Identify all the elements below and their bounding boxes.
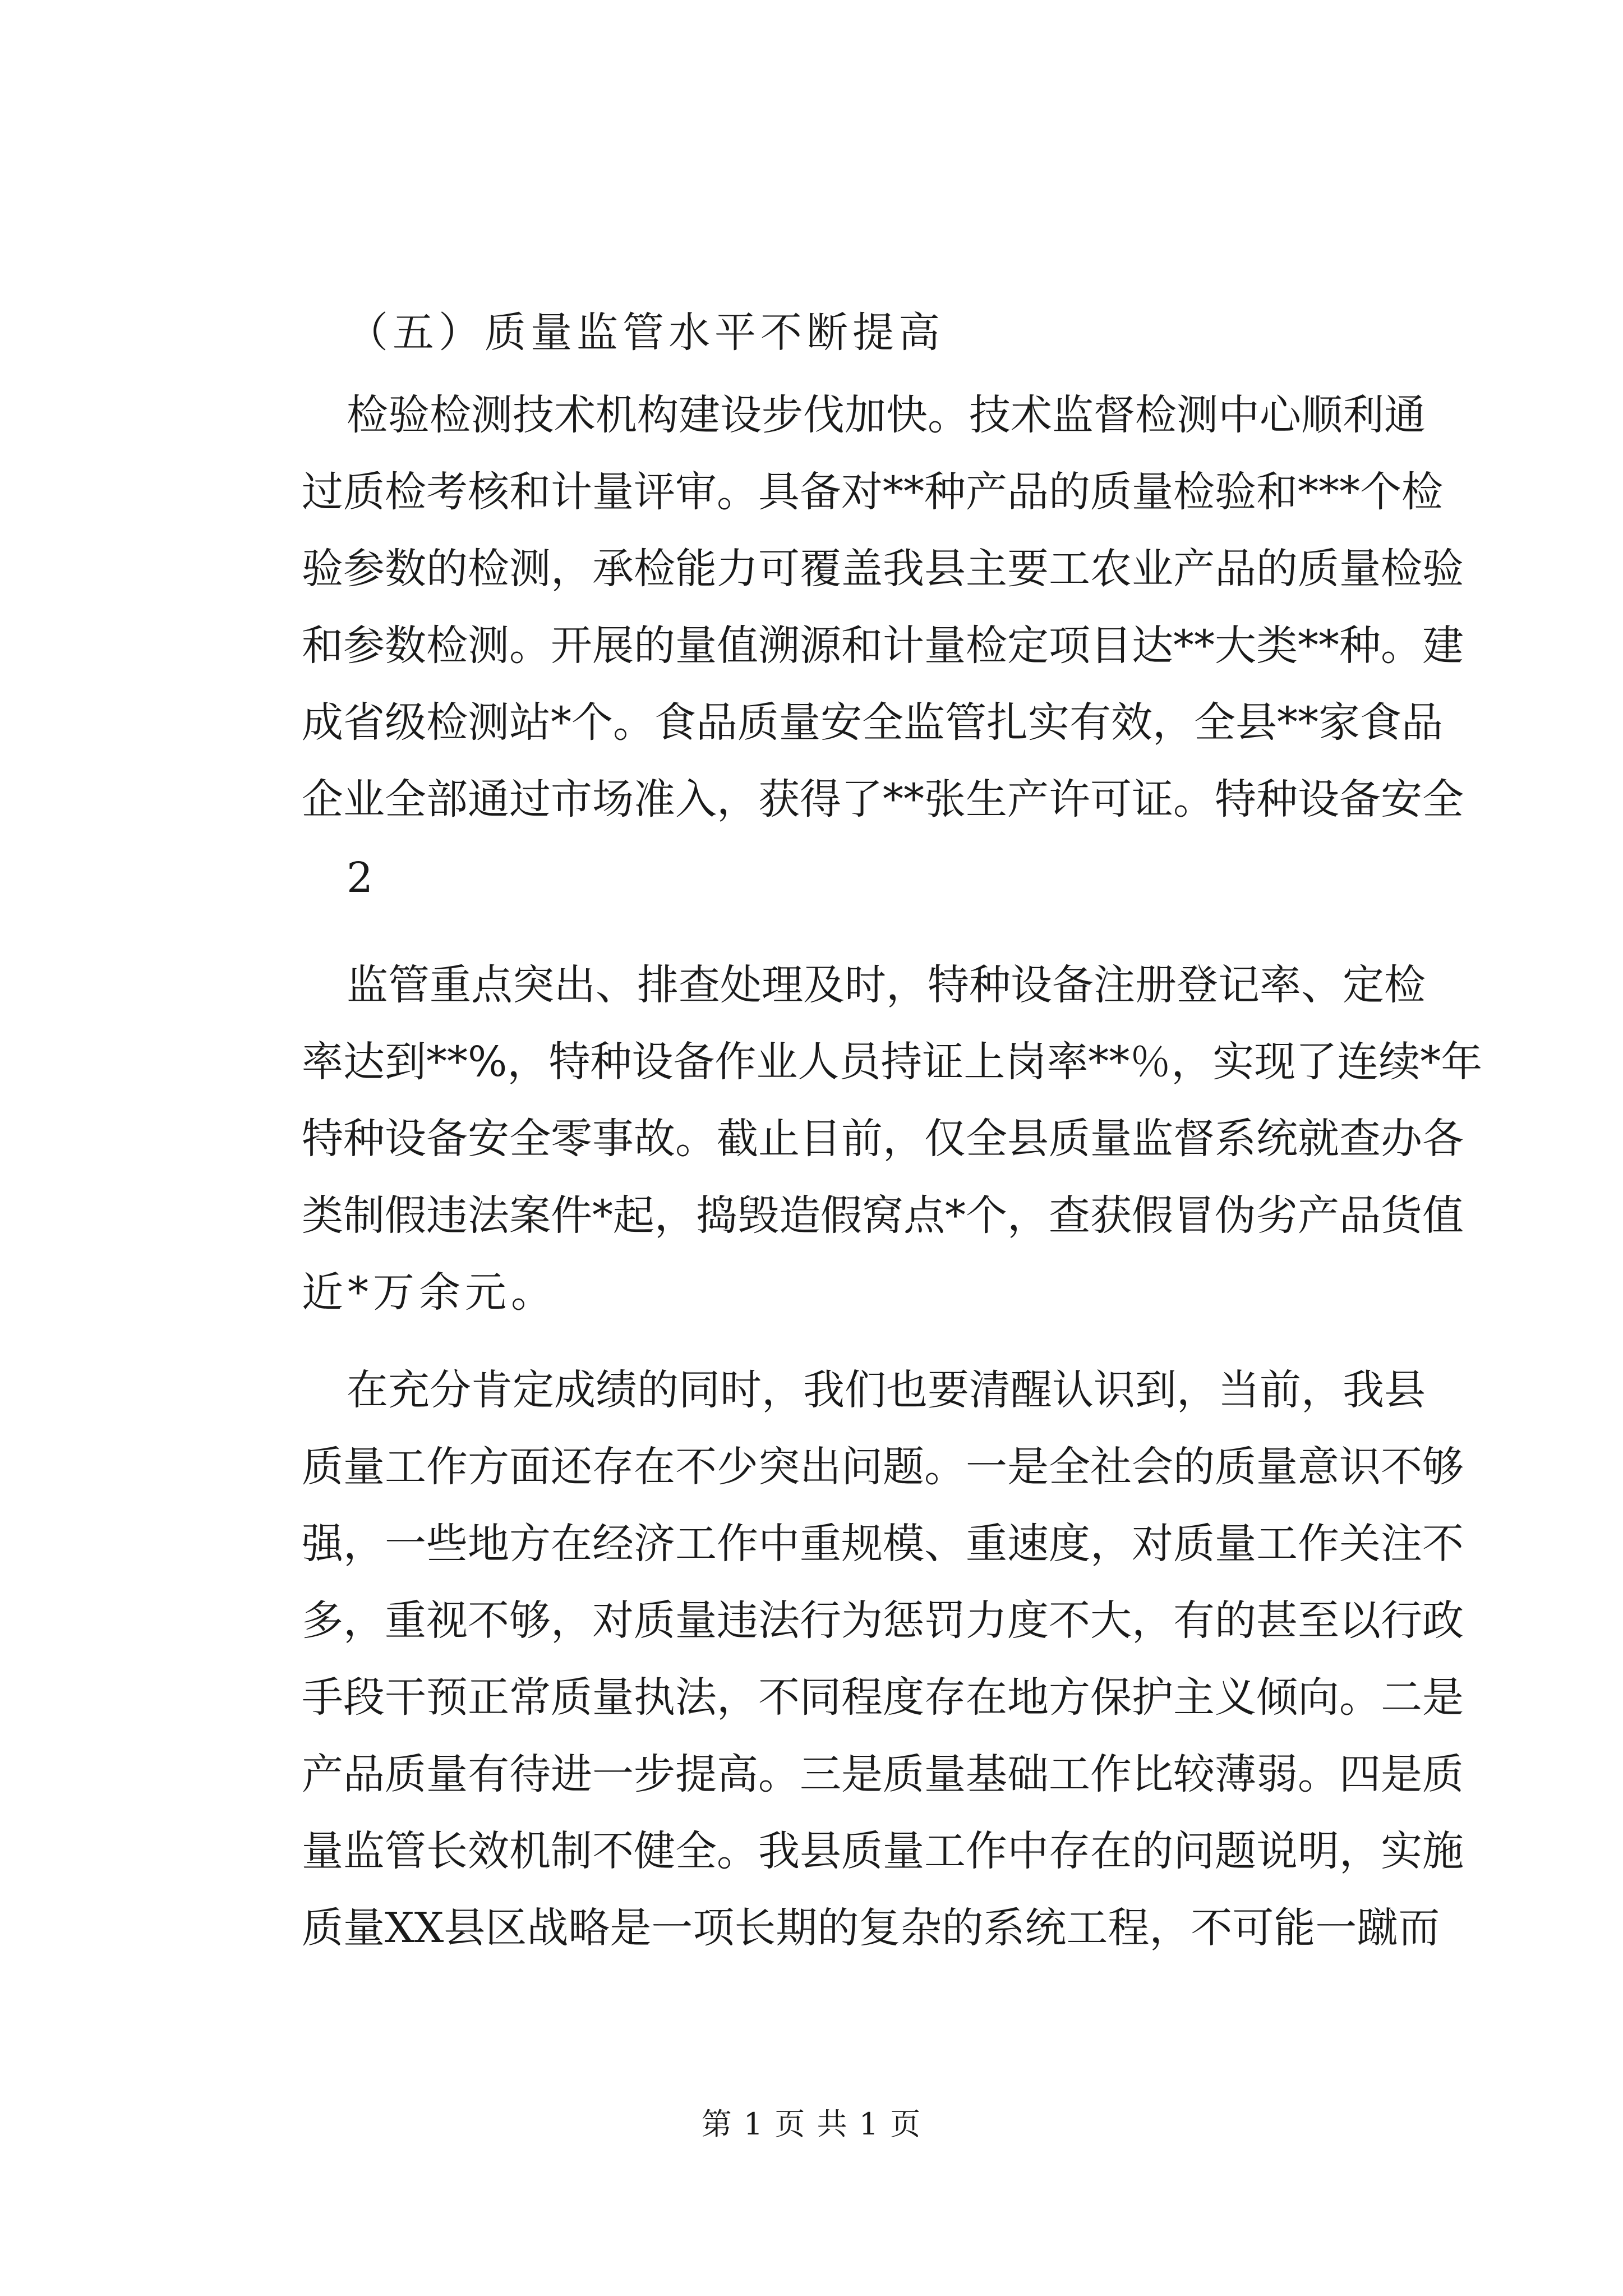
paragraph-line: 过质检考核和计量评审。具备对**种产品的质量检验和***个检 bbox=[302, 468, 1443, 516]
paragraph-line: 质量工作方面还存在不少突出问题。一是全社会的质量意识不够 bbox=[302, 1443, 1464, 1491]
paragraph-line: 率达到**%，特种设备作业人员持证上岗率**％，实现了连续*年 bbox=[302, 1038, 1483, 1086]
paragraph-line: 成省级检测站*个。食品质量安全监管扎实有效，全县**家食品 bbox=[302, 698, 1443, 747]
paragraph-line: 多，重视不够，对质量违法行为惩罚力度不大，有的甚至以行政 bbox=[302, 1596, 1464, 1645]
section-heading: （五）质量监管水平不断提高 bbox=[347, 309, 944, 357]
paragraph-line: 近*万余元。 bbox=[302, 1268, 557, 1317]
paragraph-line: 特种设备安全零事故。截止目前，仅全县质量监督系统就查办各 bbox=[302, 1115, 1464, 1163]
paragraph-line: 手段干预正常质量执法，不同程度存在地方保护主义倾向。二是 bbox=[302, 1673, 1464, 1722]
paragraph-line: 监管重点突出、排查处理及时，特种设备注册登记率、定检 bbox=[347, 961, 1426, 1009]
paragraph-line: 企业全部通过市场准入，获得了**张生产许可证。特种设备安全 bbox=[302, 775, 1464, 823]
paragraph-line: 验参数的检测，承检能力可覆盖我县主要工农业产品的质量检验 bbox=[302, 545, 1464, 593]
paragraph-line: 量监管长效机制不健全。我县质量工作中存在的问题说明，实施 bbox=[302, 1827, 1464, 1875]
paragraph-line: 产品质量有待进一步提高。三是质量基础工作比较薄弱。四是质 bbox=[302, 1750, 1464, 1798]
paragraph-line: 和参数检测。开展的量值溯源和计量检定项目达**大类**种。建 bbox=[302, 622, 1464, 670]
paragraph-line: 质量XX县区战略是一项长期的复杂的系统工程，不可能一蹴而 bbox=[302, 1904, 1440, 1952]
inline-page-number: 2 bbox=[347, 854, 378, 902]
page-footer: 第 1 页 共 1 页 bbox=[701, 2106, 922, 2142]
paragraph-line: 强，一些地方在经济工作中重规模、重速度，对质量工作关注不 bbox=[302, 1520, 1464, 1568]
paragraph-line: 在充分肯定成绩的同时，我们也要清醒认识到，当前，我县 bbox=[347, 1366, 1426, 1414]
paragraph-line: 类制假违法案件*起，捣毁造假窝点*个，查获假冒伪劣产品货值 bbox=[302, 1191, 1464, 1240]
paragraph-line: 检验检测技术机构建设步伐加快。技术监督检测中心顺利通 bbox=[347, 391, 1426, 439]
